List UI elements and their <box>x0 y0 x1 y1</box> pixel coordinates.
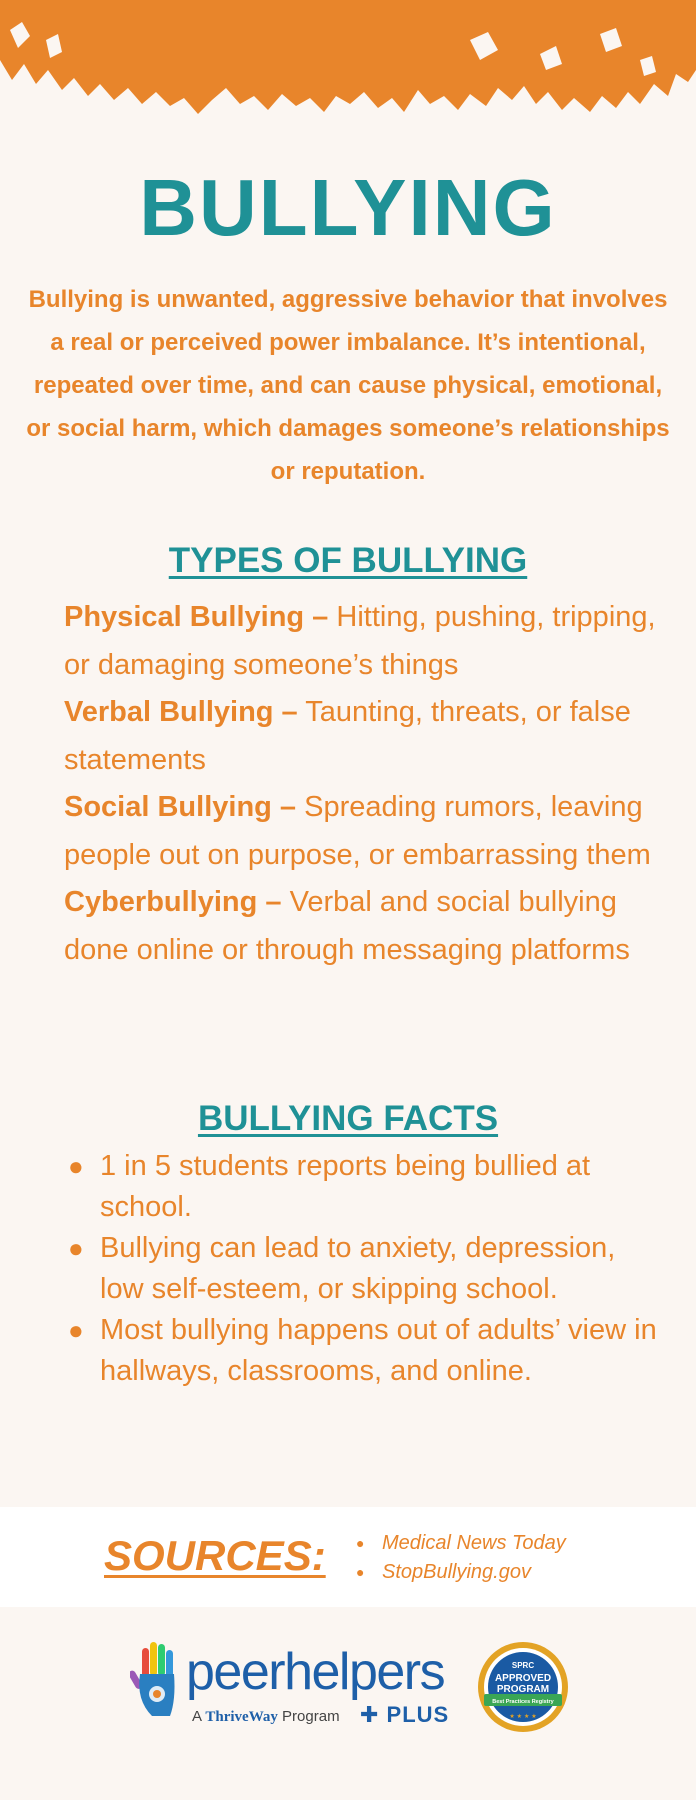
type-description: Taunting, threats, or false statements <box>64 696 631 776</box>
type-term: Social Bullying – <box>64 791 297 823</box>
facts-list <box>64 1146 664 1392</box>
logo-plus: ✚ PLUS <box>360 1702 450 1727</box>
types-list <box>64 594 664 974</box>
peerhelpers-logo <box>130 1640 570 1740</box>
list-item <box>64 1310 664 1392</box>
list-item <box>64 1146 664 1228</box>
torn-paper-header <box>0 0 696 130</box>
types-heading: TYPES OF BULLYING <box>168 541 528 580</box>
type-description: Hitting, pushing, tripping, or damaging someone’s things <box>64 601 656 681</box>
page-title: BULLYING <box>139 163 557 252</box>
logo-wordmark: peerhelpers <box>186 1643 445 1701</box>
type-description: Verbal and social bullying done online or through messaging platforms <box>64 886 630 966</box>
source-item <box>356 1558 566 1587</box>
tagline-brand: ThriveWay <box>205 1709 278 1725</box>
list-item <box>64 689 664 784</box>
fact-text: Most bullying happens out of adults’ view in hallways, classrooms, and online. <box>100 1314 657 1387</box>
badge-line1: APPROVED <box>494 1673 552 1684</box>
bullet-icon: ● <box>356 1564 365 1580</box>
type-description: Spreading rumors, leaving people out on purpose, or embarrassing them <box>64 791 651 871</box>
source-text: StopBullying.gov <box>382 1561 531 1583</box>
type-term: Physical Bullying – <box>64 601 329 633</box>
approved-program-badge <box>476 1640 570 1734</box>
list-item <box>64 594 664 689</box>
sources-list <box>356 1529 566 1587</box>
bullet-icon: ● <box>68 1233 84 1263</box>
list-item <box>64 1228 664 1310</box>
hand-icon <box>130 1640 186 1720</box>
fact-text: 1 in 5 students reports being bullied at school. <box>100 1150 591 1223</box>
bullet-icon: ● <box>68 1151 84 1181</box>
badge-line2: PROGRAM <box>496 1684 550 1695</box>
bullet-icon: ● <box>68 1315 84 1345</box>
type-term: Verbal Bullying – <box>64 696 298 728</box>
bullet-icon: ● <box>356 1535 365 1551</box>
badge-top-text: SPRC <box>511 1661 535 1670</box>
facts-heading: BULLYING FACTS <box>197 1099 499 1138</box>
sources-label: SOURCES: <box>104 1532 326 1579</box>
list-item <box>64 879 664 974</box>
fact-text: Bullying can lead to anxiety, depression, low self-esteem, or skipping school. <box>100 1232 616 1305</box>
source-text: Medical News Today <box>382 1532 566 1554</box>
logo-plus-text: PLUS <box>386 1702 450 1727</box>
sources-section <box>0 1507 696 1607</box>
source-item <box>356 1529 566 1558</box>
tagline-suffix: Program <box>277 1708 340 1725</box>
logo-tagline <box>192 1708 340 1726</box>
tagline-prefix: A <box>192 1708 206 1725</box>
badge-stars-icon: ★ ★ ★ ★ <box>509 1713 537 1720</box>
type-term: Cyberbullying – <box>64 886 282 918</box>
intro-paragraph: Bullying is unwanted, aggressive behavior that involves a real or perceived power imbalance. It’s intentional, repeated over time, and can cause physical, emotional, or social harm, which damages someone’s relationships or reputation. <box>26 286 670 485</box>
list-item <box>64 784 664 879</box>
badge-line3: Best Practices Registry <box>492 1699 554 1705</box>
